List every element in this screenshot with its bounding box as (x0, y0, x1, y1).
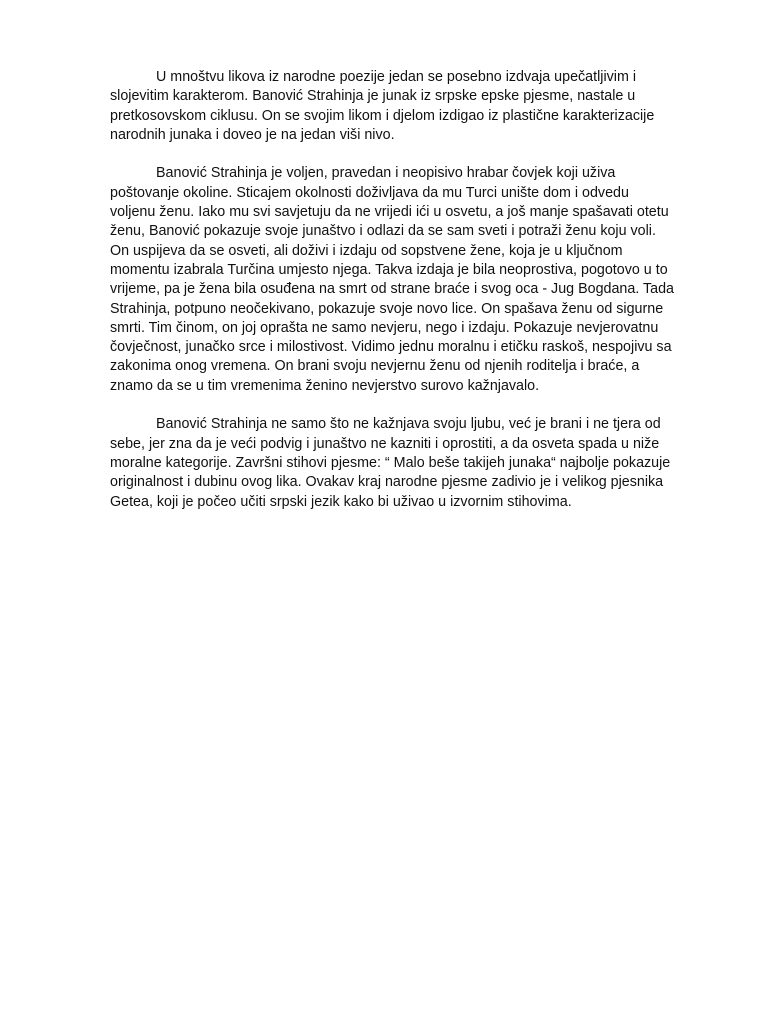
paragraph-story: Banović Strahinja je voljen, pravedan i neopisivo hrabar čovjek koji uživa poštovanje okoline. Sticajem okolnosti doživljava da mu Turci unište dom i odvedu voljenu ženu. Iako mu svi savjetuju da ne vrijedi ići u osvetu, a još manje spašavati otetu ženu, Banović pokazuje svoje junaštvo i odlazi da se sam sveti i potraži ženu koju voli. On uspijeva da se osveti, ali doživi i izdaju od sopstvene žene, koja je u ključnom momentu izabrala Turčina umjesto njega. Takva izdaja je bila neoprostiva, pogotovo u to vrijeme, pa je žena bila osuđena na smrt od strane braće i svog oca - Jug Bogdana. Tada Strahinja, potpuno neočekivano, pokazuje svoje novo lice. On spašava ženu od sigurne smrti. Tim činom, on joj oprašta ne samo nevjeru, nego i izdaju. Pokazuje nevjerovatnu čovječnost, junačko srce i milostivost. Vidimo jednu moralnu i etičku raskoš, nespojivu sa zakonima onog vremena. On brani svoju nevjernu ženu od njenih roditelja i braće, a znamo da se u tim vremenima ženino nevjerstvo surovo kažnjavalo. (110, 165, 675, 394)
document-body (110, 68, 678, 531)
paragraph-conclusion: Banović Strahinja ne samo što ne kažnjava svoju ljubu, već je brani i ne tjera od sebe, jer zna da je veći podvig i junaštvo ne kazniti i oprostiti, a da osveta spada u niže moralne kategorije. Završni stihovi pjesme: “ Malo beše takijeh junaka“ najbolje pokazuje originalnost i dubinu ovog lika. Ovakav kraj narodne pjesme zadivio je i velikog pjesnika Getea, koji je počeo učiti srpski jezik kako bi uživao u izvornim stihovima. (110, 416, 671, 510)
paragraph-intro: U mnoštvu likova iz narodne poezije jedan se posebno izdvaja upečatljivim i slojevitim karakterom. Banović Strahinja je junak iz srpske epske pjesme, nastale u pretkosovskom ciklusu. On se svojim likom i djelom izdigao iz plastične karakterizacije narodnih junaka i doveo je na jedan viši nivo. (110, 69, 655, 143)
